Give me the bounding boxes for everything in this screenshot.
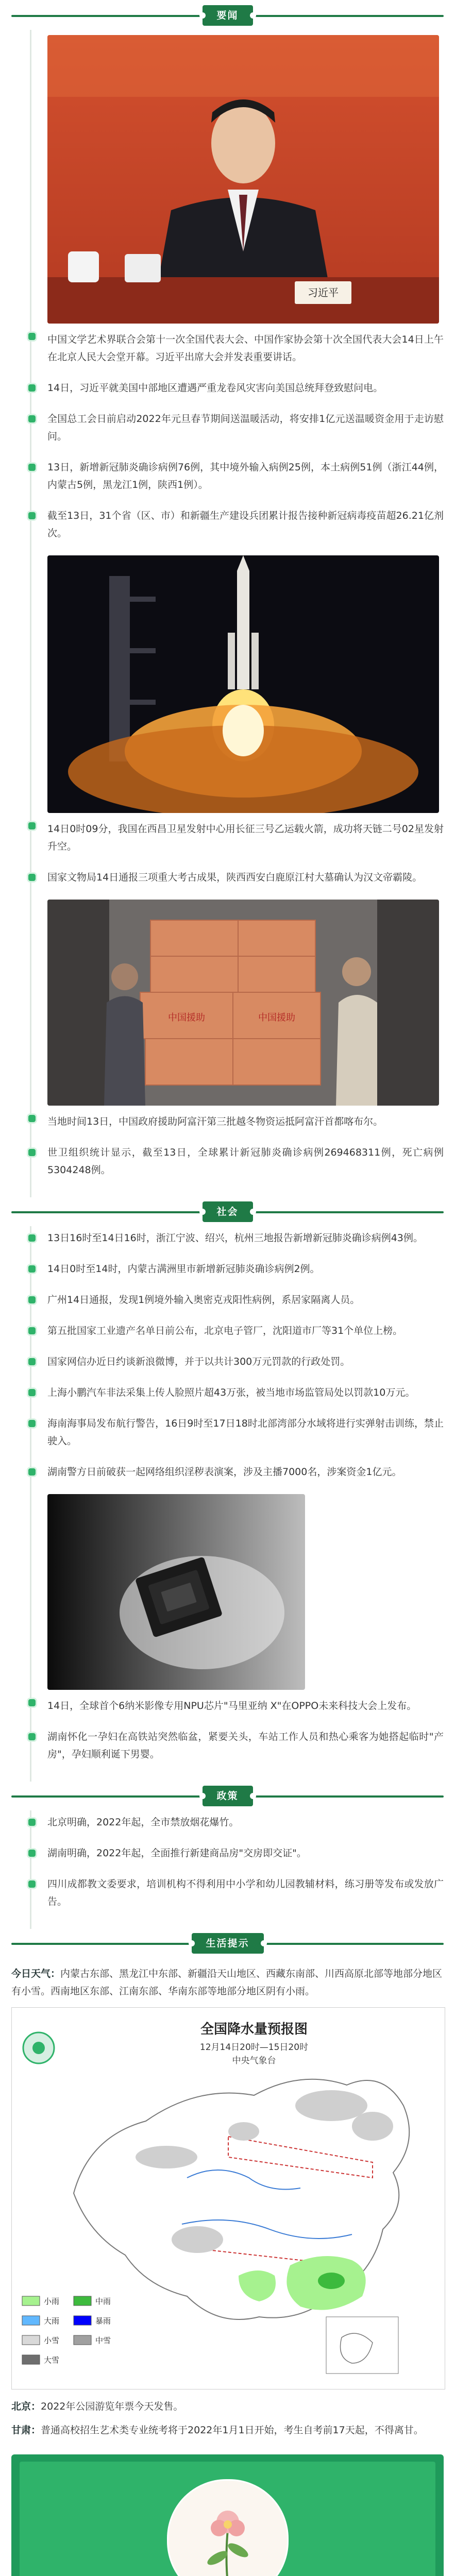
timeline-dot xyxy=(27,331,37,342)
news-text: 海南海事局发布航行警告，16日9时至17日18时北部湾部分水域将进行实弹射击训练，禁止驶入。 xyxy=(47,1418,444,1447)
news-item xyxy=(47,1875,444,1910)
beijing-text: 2022年公园游览年票今天发售。 xyxy=(41,2401,183,2412)
news-item xyxy=(47,1728,444,1763)
legend-swatch xyxy=(22,2355,40,2364)
timeline-dot xyxy=(27,1147,37,1158)
beijing-label: 北京： xyxy=(11,2401,41,2412)
society-timeline xyxy=(0,1226,455,1782)
news-text: 上海小鹏汽车非法采集上传人脸照片超43万张，被当地市场监管局处以罚款10万元。 xyxy=(47,1387,415,1398)
section-tag: 生活提示 xyxy=(192,1933,264,1954)
weather-block xyxy=(0,1958,455,2439)
timeline-dot xyxy=(27,462,37,472)
news-item xyxy=(47,1229,444,1247)
timeline-dot xyxy=(27,1357,37,1367)
timeline-dot xyxy=(27,872,37,883)
news-text: 13日16时至14日16时，浙江宁波、绍兴，杭州三地报告新增新冠肺炎确诊病例43例。 xyxy=(47,1232,423,1244)
map-title: 全国降水量预报图 xyxy=(200,2022,308,2037)
news-item xyxy=(47,1322,444,1340)
news-item xyxy=(47,35,444,366)
timeline-dot xyxy=(27,1418,37,1429)
news-page xyxy=(0,1,455,2576)
news-item xyxy=(47,459,444,494)
timeline-dot xyxy=(27,1233,37,1243)
section-tag: 政策 xyxy=(203,1786,253,1806)
timeline-dot xyxy=(27,1848,37,1858)
news-text: 四川成都教文委要求，培训机构不得利用中小学和幼儿园教辅材料，练习册等发布或发放广告。 xyxy=(47,1878,444,1907)
timeline-dot xyxy=(27,1467,37,1477)
section-tag: 要闻 xyxy=(203,5,253,26)
legend-swatch xyxy=(74,2296,91,2306)
news-item xyxy=(47,507,444,542)
legend-label: 中雪 xyxy=(95,2336,111,2345)
legend-swatch xyxy=(74,2316,91,2325)
timeline-dot xyxy=(27,511,37,521)
news-item xyxy=(47,1384,444,1401)
legend-label: 小雪 xyxy=(44,2336,60,2345)
news-item xyxy=(47,1814,444,1831)
weather-today xyxy=(11,1965,444,2000)
legend-label: 大雪 xyxy=(44,2355,60,2365)
moderate-rain-areas xyxy=(318,2273,345,2289)
timeline-dot xyxy=(27,1264,37,1274)
important-timeline xyxy=(0,30,455,1197)
timeline-dot xyxy=(27,1326,37,1336)
aid-boxes-photo xyxy=(47,900,439,1106)
news-item xyxy=(47,410,444,445)
timeline-dot xyxy=(27,1295,37,1305)
news-text: 第五批国家工业遗产名单日前公布，北京电子管厂，沈阳道市厂等31个单位上榜。 xyxy=(47,1325,403,1336)
timeline-dot xyxy=(27,1113,37,1124)
legend-swatch xyxy=(74,2335,91,2345)
rocket-launch-photo xyxy=(47,555,439,813)
aid-box-label: 中国援助 xyxy=(258,1012,295,1023)
section-tag: 社会 xyxy=(203,1201,253,1222)
timeline-dot xyxy=(27,1732,37,1742)
gansu-text: 普通高校招生艺术类专业统考将于2022年1月1日开始，考生自考前17天起，不得离甘。 xyxy=(41,2425,424,2436)
legend-label: 大雨 xyxy=(44,2316,60,2326)
news-text: 13日，新增新冠肺炎确诊病例76例，其中境外输入病例25例，本土病例51例（浙江44例，内蒙古5例，黑龙江1例，陕西1例）。 xyxy=(47,462,444,490)
timeline-dot xyxy=(27,821,37,831)
news-text: 14日0时至14时，内蒙古满洲里市新增新冠肺炎确诊病例2例。 xyxy=(47,1263,320,1275)
news-text: 当地时间13日，中国政府援助阿富汗第三批越冬物资运抵阿富汗首都喀布尔。 xyxy=(47,1116,383,1127)
news-item xyxy=(47,1415,444,1450)
map-subtitle: 12月14日20时—15日20时 xyxy=(199,2042,309,2053)
legend-label: 暴雨 xyxy=(95,2316,111,2326)
gansu-label: 甘肃： xyxy=(11,2425,41,2436)
xi-speech-photo xyxy=(47,35,439,324)
timeline-line xyxy=(30,1810,31,1929)
timeline-dot xyxy=(27,1698,37,1708)
news-text: 世卫组织统计显示，截至13日，全球累计新冠肺炎确诊病例269468311例，死亡病例5304248例。 xyxy=(47,1147,444,1176)
chip-photo xyxy=(47,1494,305,1690)
precipitation-map xyxy=(11,2007,445,2389)
news-text: 湖南警方日前破获一起网络组织淫秽表演案，涉及主播7000名，涉案资金1亿元。 xyxy=(47,1466,402,1478)
section-header-policy xyxy=(0,1782,455,1810)
news-text: 中国文学艺术界联合会第十一次全国代表大会、中国作家协会第十次全国代表大会14日上午在北京人民大会堂开幕。习近平出席大会并发表重要讲话。 xyxy=(47,334,444,363)
timeline-line xyxy=(30,30,31,1197)
section-header-life xyxy=(0,1929,455,1958)
news-text: 14日，全球首个6纳米影像专用NPU芯片"马里亚纳 X"在OPPO未来科技大会上发布。 xyxy=(47,1700,417,1711)
news-item xyxy=(47,869,444,886)
legend-label: 中雨 xyxy=(95,2297,111,2306)
legend-swatch xyxy=(22,2335,40,2345)
news-text: 国家网信办近日约谈新浪微博，并于以共计300万元罚款的行政处罚。 xyxy=(47,1356,350,1367)
weather-today-label: 今日天气： xyxy=(11,1968,61,1979)
policy-timeline xyxy=(0,1810,455,1929)
news-text: 湖南怀化一孕妇在高铁站突然临盆，紧要关头，车站工作人员和热心乘客为她搭起临时"产房"，孕妇顺利诞下男婴。 xyxy=(47,1731,444,1760)
news-item xyxy=(47,1260,444,1278)
timeline-dot xyxy=(27,414,37,424)
aid-box-label: 中国援助 xyxy=(168,1012,205,1023)
news-item xyxy=(47,1844,444,1862)
timeline-dot xyxy=(27,383,37,393)
news-item xyxy=(47,1494,444,1715)
weather-beijing xyxy=(11,2398,444,2415)
news-text: 截至13日，31个省（区、市）和新疆生产建设兵团累计报告接种新冠病毒疫苗超26.21亿剂次。 xyxy=(47,510,444,539)
legend-swatch xyxy=(22,2316,40,2325)
timeline-dot xyxy=(27,1879,37,1889)
section-header-society xyxy=(0,1197,455,1226)
footer-quote-card xyxy=(11,2454,444,2576)
news-item xyxy=(47,1463,444,1481)
weather-today-text: 内蒙古东部、黑龙江中东部、新疆沿天山地区、西藏东南部、川西高原北部等地部分地区有小雪。西南地区东部、江南东部、华南东部等地部分地区阴有小雨。 xyxy=(11,1968,443,1997)
section-header-important xyxy=(0,1,455,30)
timeline-dot xyxy=(27,1387,37,1398)
flower-emblem xyxy=(167,2479,289,2576)
news-text: 北京明确，2022年起，全市禁放烟花爆竹。 xyxy=(47,1817,239,1828)
weather-service-logo xyxy=(23,2032,54,2063)
legend-swatch xyxy=(22,2296,40,2306)
news-item xyxy=(47,1144,444,1179)
news-item xyxy=(47,555,444,855)
footer-inner xyxy=(20,2462,435,2576)
news-text: 14日，习近平就美国中部地区遭遇严重龙卷风灾害向美国总统拜登致慰问电。 xyxy=(47,382,383,394)
weather-gansu xyxy=(11,2421,444,2439)
timeline-dot xyxy=(27,1817,37,1827)
legend-label: 小雨 xyxy=(44,2297,60,2306)
nameplate-text: 习近平 xyxy=(308,286,339,299)
news-item xyxy=(47,1353,444,1370)
map-source: 中央气象台 xyxy=(232,2056,276,2066)
news-item xyxy=(47,1291,444,1309)
news-item xyxy=(47,900,444,1130)
news-text: 14日0时09分，我国在西昌卫星发射中心用长征三号乙运载火箭，成功将天链二号02星发射升空。 xyxy=(47,823,444,852)
news-text: 广州14日通报，发现1例境外输入奥密克戎阳性病例，系居家隔离人员。 xyxy=(47,1294,360,1306)
news-text: 国家文物局14日通报三项重大考古成果，陕西西安白鹿原江村大墓确认为汉文帝霸陵。 xyxy=(47,872,423,883)
news-item xyxy=(47,379,444,397)
news-text: 全国总工会日前启动2022年元旦春节期间送温暖活动，将安排1亿元送温暖资金用于走访慰问。 xyxy=(47,413,444,442)
news-text: 湖南明确，2022年起，全面推行新建商品房"交房即交证"。 xyxy=(47,1848,307,1859)
